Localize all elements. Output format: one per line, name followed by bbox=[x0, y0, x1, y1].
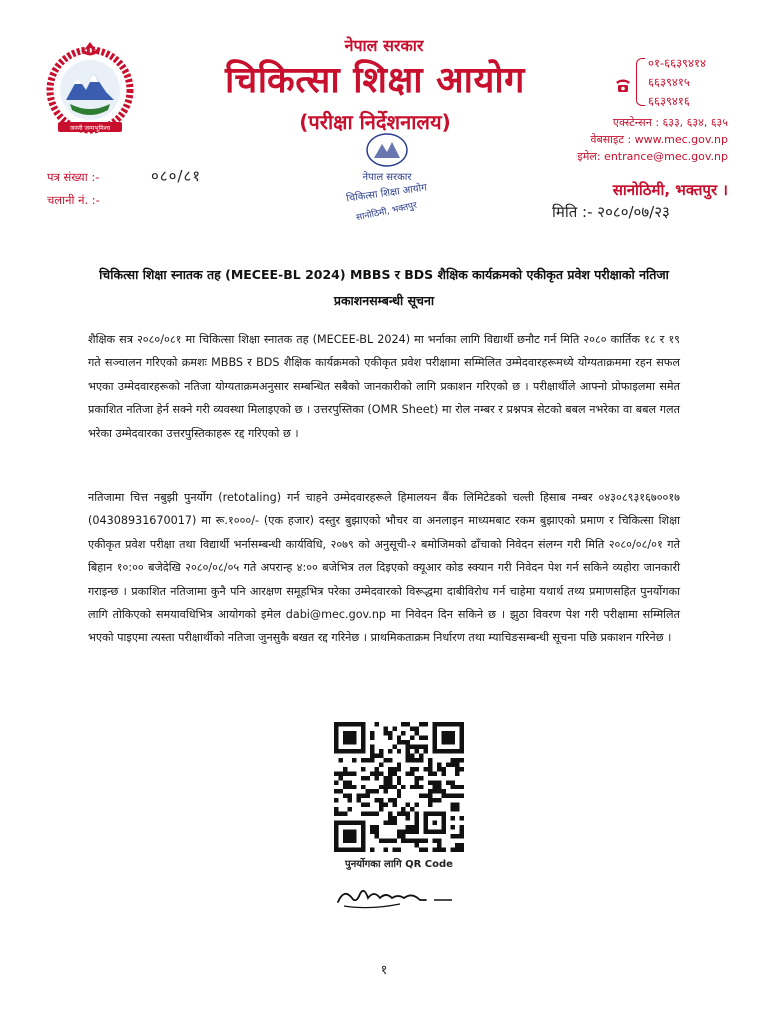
phone-brace bbox=[636, 58, 645, 106]
svg-text:जननी जन्मभूमिश्च: जननी जन्मभूमिश्च bbox=[69, 125, 111, 132]
qr-code-label: पुनर्योगका लागि QR Code bbox=[345, 859, 453, 870]
letter-date: मिति :- २०८०/०७/२३ bbox=[552, 203, 670, 221]
phone-number: ६६३९४१६ bbox=[648, 94, 690, 108]
signature-icon bbox=[330, 880, 460, 916]
office-stamp-icon bbox=[332, 130, 442, 226]
extension-numbers: एक्स्टेन्सन : ६३३, ६३४, ६३५ bbox=[612, 116, 728, 129]
letter-number-value: ०८०/८१ bbox=[151, 167, 202, 185]
phone-number: ६६३९४१५ bbox=[648, 75, 690, 89]
stamp-line-1: नेपाल सरकार bbox=[362, 172, 412, 183]
reference-block bbox=[47, 165, 201, 212]
dispatch-number-row bbox=[47, 189, 201, 212]
page-number: १ bbox=[380, 963, 388, 978]
office-address: सानोठिमी, भक्तपुर । bbox=[612, 181, 728, 199]
website: वेबसाइट : www.mec.gov.np bbox=[590, 133, 728, 146]
government-name: नेपाल सरकार bbox=[344, 36, 424, 55]
phone-numbers bbox=[648, 54, 706, 111]
notice-title: चिकित्सा शिक्षा स्नातक तह (MECEE-BL 2024) MBBS र BDS शैक्षिक कार्यक्रमको एकीकृत प्रवेश परीक्षाको नतिजा प्रकाशनसम्बन्धी सूचना bbox=[99, 267, 669, 308]
notice-paragraph-2: नतिजामा चित्त नबुझी पुनर्योग (retotaling) गर्न चाहने उम्मेदवारहरूले हिमालयन बैंक लिमिटेडको चल्ती हिसाब नम्बर ०४३०८९३१६७००१७ (04308931670017) मा रू.१०००/- (एक हजार) दस्तुर बुझाएको भौचर वा अनलाइन माध्यमबाट रकम बुझाएको प्रमाण र चिकित्सा शिक्षा एकीकृत प्रवेश परीक्षा तथा विद्यार्थी भर्नासम्बन्धी कार्यविधि, २०७९ को अनुसूची-२ बमोजिमको ढाँचाको निवेदन संलग्न गरी मिति २०८०/०८/०१ गते बिहान १०:०० बजेदेखि २०८०/०८/०५ गते अपरान्ह ४:०० बजेभित्र तल दिइएको क्यूआर कोड स्क्यान गरी निवेदन पेश गर्न सकिने व्यहोरा जानकारी गराइन्छ । प्रकाशित नतिजामा कुनै पनि आरक्षण समूहभित्र परेका उम्मेदवारको विरूद्धमा दाबीविरोध गर्न चाहेमा यथार्थ तथ्य प्रमाणसहित पुनर्योगका लागि तोकिएको समयावधिभित्र आयोगको इमेल dabi@mec.gov.np मा निवेदन दिन सकिने छ । झुठा विवरण पेश गरी परीक्षामा सम्मिलित भएको पाइएमा त्यस्ता परीक्षार्थीको नतिजा जुनसुकै बखत रद्द गरिनेछ । प्राथमिकताक्रम निर्धारण तथा म्याचिङसम्बन्धी सूचना पछि प्रकाशन गरिनेछ । bbox=[88, 491, 680, 645]
stamp-line-3: सानोठिमी, भक्तपुर bbox=[355, 200, 418, 224]
phone-icon bbox=[614, 76, 632, 94]
stamp-line-2: चिकित्सा शिक्षा आयोग bbox=[345, 182, 428, 205]
organization-name: चिकित्सा शिक्षा आयोग bbox=[225, 60, 525, 101]
dispatch-number-label: चलानी नं. :- bbox=[47, 193, 100, 207]
qr-code-icon[interactable] bbox=[334, 722, 464, 852]
email: इमेल: entrance@mec.gov.np bbox=[577, 150, 728, 163]
letter-number-row bbox=[47, 165, 201, 189]
department-name: (परीक्षा निर्देशनालय) bbox=[299, 110, 451, 134]
notice-paragraph-1: शैक्षिक सत्र २०८०/०८१ मा चिकित्सा शिक्षा स्नातक तह (MECEE-BL 2024) मा भर्नाका लागि विद्यार्थी छनौट गर्न मिति २०८० कार्तिक १८ र १९ गते सञ्चालन गरिएको क्रमशः MBBS र BDS शैक्षिक कार्यक्रमको एकीकृत प्रवेश परीक्षामा सम्मिलित उम्मेदवारहरूमध्ये योग्यताक्रममा रहन सफल भएका उम्मेदवारहरूको नतिजा योग्यताक्रमअनुसार सम्बन्धित सबैको जानकारीको लागि प्रकाशन गरिएको छ । परीक्षार्थीले आफ्नो प्रोफाइलमा समेत प्रकाशित नतिजा हेर्न सक्ने गरी व्यवस्था मिलाइएको छ । उत्तरपुस्तिका (OMR Sheet) मा रोल नम्बर र प्रश्नपत्र सेटको बबल नभरेका वा बबल गलत भरेका उम्मेदवारका उत्तरपुस्तिकाहरू रद्द गरिएको छ । bbox=[88, 333, 680, 440]
letter-number-label: पत्र संख्या :- bbox=[47, 170, 100, 184]
contact-info bbox=[577, 114, 728, 165]
phone-number: ०१-६६३९४१४ bbox=[648, 56, 706, 70]
